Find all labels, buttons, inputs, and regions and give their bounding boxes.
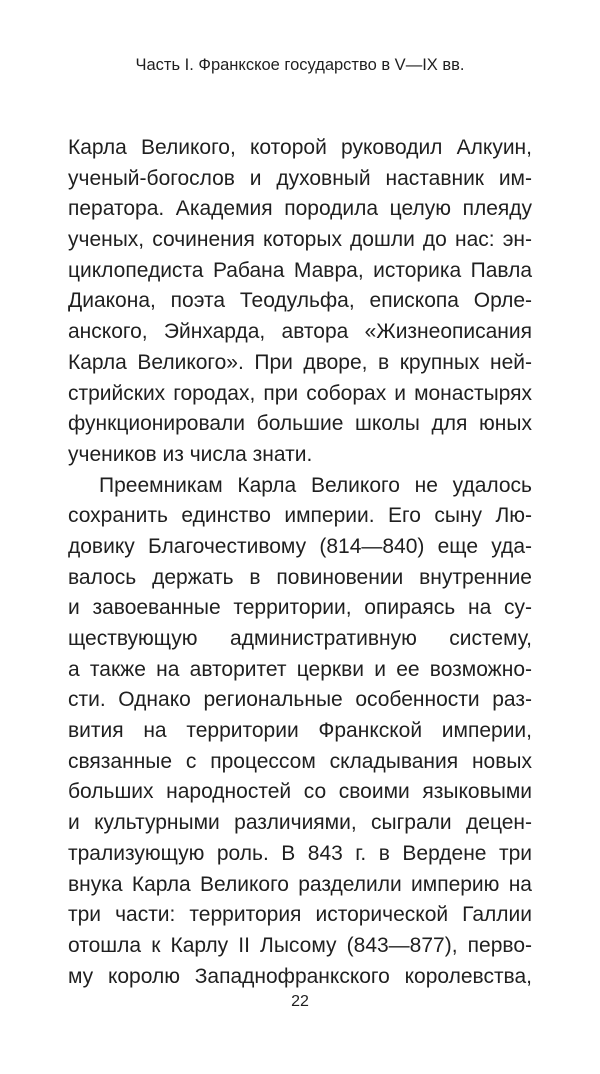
text-line: ществующую административную систему, — [68, 627, 532, 650]
text-line: Диакона, поэта Теодульфа, епископа Орле- — [68, 289, 532, 313]
text-line: циклопедиста Рабана Мавра, историка Павла — [68, 258, 532, 282]
text-line: ператора. Академия породила целую плеяду — [68, 197, 532, 221]
paragraph-1 — [68, 133, 532, 471]
text-line: три части: территория исторической Галлии — [68, 903, 532, 927]
text-line: внука Карла Великого разделили империю на — [68, 872, 532, 896]
text-line: функционировали большие школы для юных — [68, 412, 532, 436]
text-line: учеников из числа знати. — [68, 442, 313, 466]
text-line: больших народностей со своими языковыми — [68, 780, 532, 804]
text-line: му королю Западнофранкского королевства, — [68, 964, 532, 988]
text-line: связанные с процессом складывания новых — [68, 749, 532, 773]
text-line: довику Благочестивому (814—840) еще уда- — [68, 534, 532, 558]
text-line: ученый-богослов и духовный наставник им- — [68, 166, 532, 190]
text-line: сохранить единство империи. Его сыну Лю- — [68, 504, 532, 528]
running-header: Часть I. Франкское государство в V—IX вв. — [135, 56, 465, 74]
body-text — [68, 133, 532, 992]
text-line: и культурными различиями, сыграли децен- — [68, 811, 532, 835]
text-line: отошла к Карлу II Лысому (843—877), перво- — [68, 933, 532, 957]
paragraph-2 — [68, 471, 532, 993]
text-line: трализующую роль. В 843 г. в Вердене три — [68, 841, 532, 865]
page-number: 22 — [291, 993, 309, 1010]
text-line: Преемникам Карла Великого не удалось — [99, 473, 532, 497]
text-line: Карла Великого, которой руководил Алкуин, — [68, 136, 532, 159]
text-line: и завоеванные территории, опираясь на су- — [68, 596, 532, 620]
text-line: вития на территории Франкской империи, — [68, 719, 532, 743]
text-line: анского, Эйнхарда, автора «Жизнеописания — [68, 320, 532, 344]
text-line: валось держать в повиновении внутренние — [68, 565, 532, 589]
text-line: ученых, сочинения которых дошли до нас: эн- — [68, 228, 532, 252]
text-line: сти. Однако региональные особенности раз- — [68, 688, 532, 712]
text-line: а также на авторитет церкви и ее возможно- — [68, 657, 532, 681]
text-line: стрийских городах, при соборах и монастырях — [68, 381, 532, 405]
text-line: Карла Великого». При дворе, в крупных ней- — [68, 350, 532, 374]
